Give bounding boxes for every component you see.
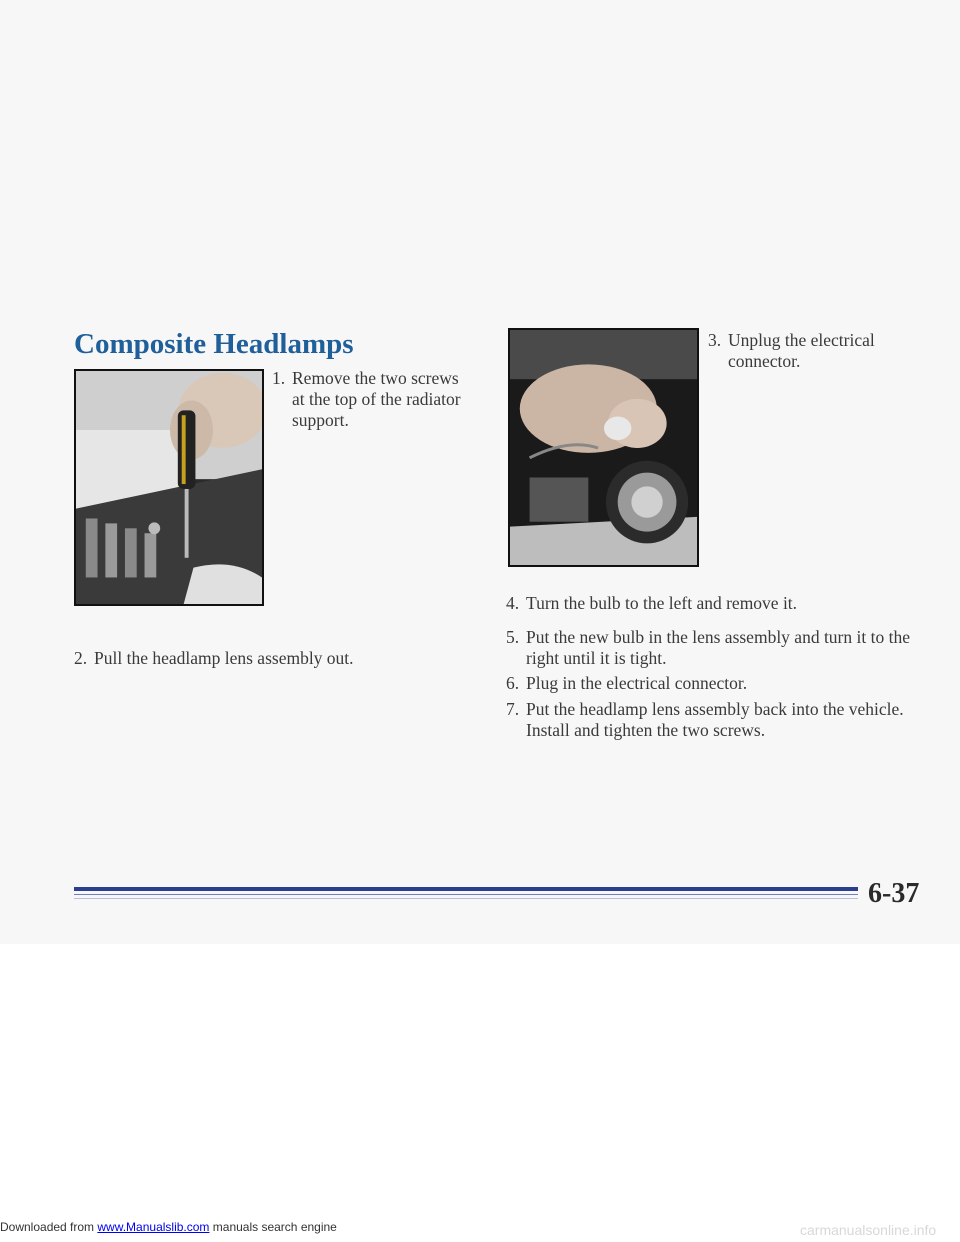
- step-text: Put the new bulb in the lens assembly and turn it to the right until it is tight.: [526, 627, 910, 668]
- step-number: 2.: [74, 648, 88, 668]
- step-6: [506, 673, 936, 694]
- section-title: Composite Headlamps: [74, 328, 354, 360]
- step-7: [506, 699, 936, 741]
- page-number: 6-37: [868, 878, 920, 909]
- step-text: Turn the bulb to the left and remove it.: [526, 593, 798, 613]
- step-text: Remove the two screws at the top of the radiator support.: [292, 368, 461, 430]
- step-number: 7.: [506, 699, 520, 719]
- step-text: Plug in the electrical connector.: [526, 673, 748, 693]
- step-number: 1.: [272, 368, 286, 388]
- step-number: 6.: [506, 673, 520, 693]
- step-number: 4.: [506, 593, 520, 613]
- footer-rule-thin-2: [74, 898, 858, 899]
- photo-remove-screws: [74, 369, 264, 606]
- step-text: Unplug the electrical connector.: [728, 330, 875, 371]
- manualslib-link[interactable]: www.Manualslib.com: [97, 1220, 210, 1234]
- footer-suffix: manuals search engine: [209, 1220, 337, 1234]
- step-3: [708, 330, 918, 372]
- footer-prefix: Downloaded from: [0, 1220, 98, 1234]
- step-1: [272, 368, 462, 431]
- footer-rule-thick: [74, 887, 858, 891]
- step-number: 5.: [506, 627, 520, 647]
- photo-unplug-connector: [508, 328, 699, 567]
- step-4: [506, 593, 936, 614]
- download-footer: [0, 1220, 337, 1234]
- step-number: 3.: [708, 330, 722, 350]
- step-text: Put the headlamp lens assembly back into the vehicle. Install and tighten the two screws.: [526, 699, 904, 740]
- watermark: carmanualsonline.info: [800, 1222, 937, 1238]
- step-2: [74, 648, 474, 669]
- footer-rule-thin-1: [74, 894, 858, 895]
- step-text: Pull the headlamp lens assembly out.: [94, 648, 354, 668]
- step-5: [506, 627, 936, 669]
